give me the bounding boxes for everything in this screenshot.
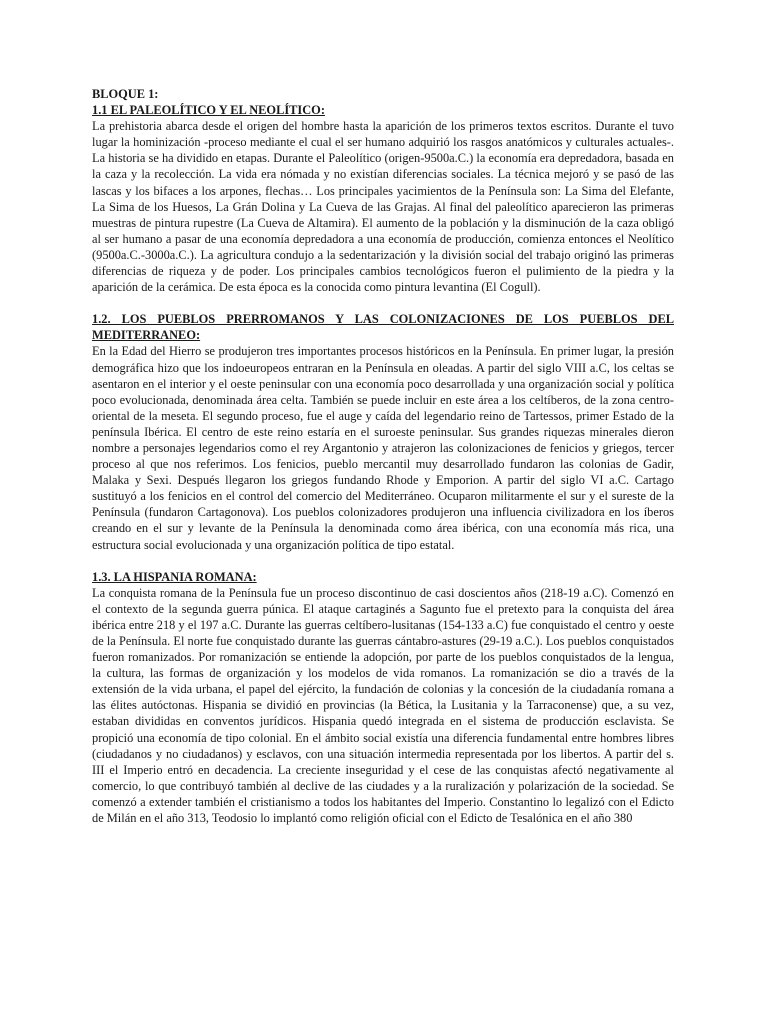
section-body: En la Edad del Hierro se produjeron tres importantes procesos históricos en la Península. En primer lugar, la presión demográfica hizo que los indoeuropeos entraran en la Península en oleadas. A partir del siglo VIII a.C, los celtas se asentaron en el interior y el oeste peninsular con una economía poco desarrollada y una organización social y política poco evolucionada, denominada área celta. También se puede incluir en este área a los celtíberos, de la zona centro-oriental de la meseta. El segundo proceso, fue el auge y caída del legendario reino de Tartessos, primer Estado de la península Ibérica. El centro de este reino estaría en el suroeste peninsular. Sus grandes riquezas minerales dieron nombre a personajes legendarios como el rey Argantonio y atrajeron las colonizaciones de fenicios y griegos, tercer proceso al que nos referimos. Los fenicios, pueblo mercantil muy desarrollado fundaron las colonias de Gadir, Malaka y Sexi. Después llegaron los griegos fundando Rhode y Emporion. A partir del siglo VI a.C. Cartago sustituyó a los fenicios en el control del comercio del Mediterráneo. Ocuparon militarmente el sur y el sureste de la Península (fundaron Cartagonova). Los pueblos colonizadores produjeron una influencia civilizadora en los íberos creando en el sur y levante de la Península la denominada como área ibérica, con una economía más rica, una estructura social evolucionada y una organización política de tipo estatal. [92, 344, 674, 552]
document-page [92, 86, 674, 842]
block-title: BLOQUE 1: [92, 87, 159, 101]
section-hispania-romana [92, 569, 674, 827]
section-heading: 1.2. LOS PUEBLOS PRERROMANOS Y LAS COLONIZACIONES DE LOS PUEBLOS DEL MEDITERRANEO: [92, 312, 674, 343]
section-body: La prehistoria abarca desde el origen del hombre hasta la aparición de los primeros textos escritos. Durante el tuvo lugar la hominización -proceso mediante el cual el ser humano adquirió los rasgos anatómicos y culturales actuales-. La historia se ha dividido en etapas. Durante el Paleolítico (origen-9500a.C.) la economía era depredadora, basada en la caza y la recolección. La vida era nómada y no existían diferencias sociales. La técnica mejoró y se pasó de las lascas y los bifaces a los arpones, flechas… Los principales yacimientos de la Península son: La Sima del Elefante, La Sima de los Huesos, La Grán Dolina y La Cueva de las Grajas. Al final del paleolítico aparecieron las primeras muestras de pintura rupestre (La Cueva de Altamira). El aumento de la población y la disminución de la caza obligó al ser humano a pasar de una economía depredadora a una economía de producción, comienza entonces el Neolítico (9500a.C.-3000a.C.). La agricultura condujo a la sedentarización y la división social del trabajo originó las primeras diferencias de riqueza y de poder. Los principales cambios tecnológicos fueron el pulimiento de la piedra y la aparición de la cerámica. De esta época es la conocida como pintura levantina (El Cogull). [92, 119, 674, 295]
section-heading: 1.1 EL PALEOLÍTICO Y EL NEOLÍTICO: [92, 103, 325, 118]
section-body: La conquista romana de la Península fue un proceso discontinuo de casi doscientos años (218-19 a.C). Comenzó en el contexto de la segunda guerra púnica. El ataque cartaginés a Sagunto fue el pretexto para la conquista del área ibérica entre 218 y el 197 a.C. Durante las guerras celtíbero-lusitanas (154-133 a.C) fue conquistado el centro y oeste de la Península. El norte fue conquistado durante las guerras cántabro-astures (29-19 a.C.). Los pueblos conquistados fueron romanizados. Por romanización se entiende la adopción, por parte de los pueblos conquistados de la lengua, la cultura, las formas de organización y los modelos de vida romanos. La romanización se dio a través de la extensión de la vida urbana, el papel del ejército, la fundación de colonias y la concesión de la ciudadanía romana a las élites autóctonas. Hispania se dividió en provincias (la Bética, la Lusitania y la Tarraconense) que, a su vez, estaban divididas en conventos jurídicos. Hispania quedó integrada en el sistema de producción esclavista. Se propició una economía de tipo colonial. En el ámbito social existía una diferencia fundamental entre hombres libres (ciudadanos y no ciudadanos) y esclavos, con una situación intermedia representada por los libertos. A partir del s. III el Imperio entró en decadencia. La creciente inseguridad y el cese de las conquistas afectó negativamente al comercio, lo que contribuyó también al declive de las ciudades y a la ruralización y polarización de la sociedad. Se comenzó a extender también el cristianismo a todos los habitantes del Imperio. Constantino lo legalizó con el Edicto de Milán en el año 313, Teodosio lo implantó como religión oficial con el Edicto de Tesalónica en el año 380 [92, 585, 674, 826]
section-heading: 1.3. LA HISPANIA ROMANA: [92, 569, 257, 584]
section-pueblos-prerromanos [92, 311, 674, 552]
section-paleolitico [92, 102, 674, 295]
